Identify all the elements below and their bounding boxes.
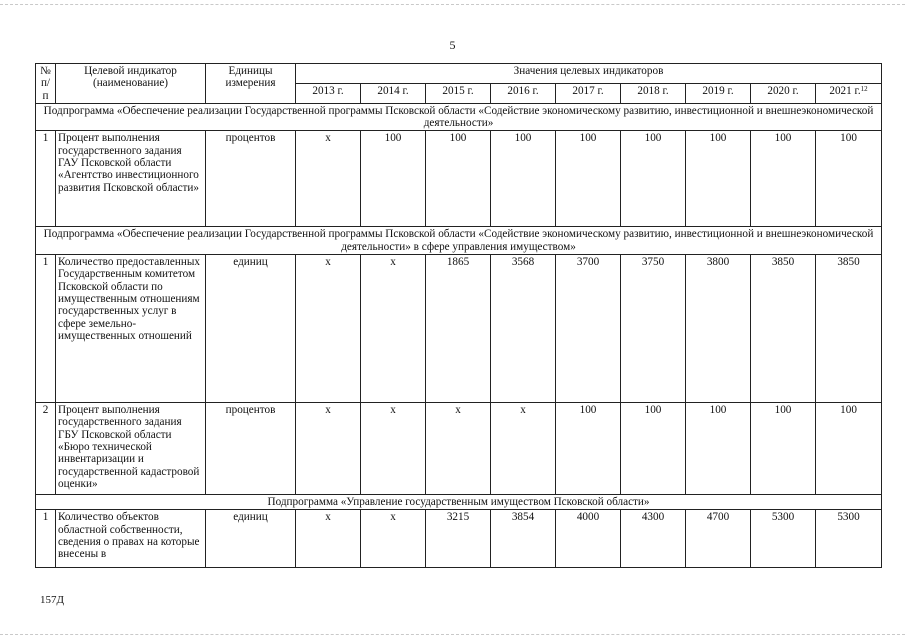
header-year: 2013 г. [296, 83, 361, 103]
indicator-name: Процент выполнения государственного задания ГАУ Псковской области «Агентство инвестиционного развития Псковской области» [56, 131, 206, 227]
indicator-value: 3215 [426, 510, 491, 568]
header-year: 2014 г. [361, 83, 426, 103]
row-number: 1 [36, 255, 56, 403]
indicator-value: 100 [686, 131, 751, 227]
indicator-row [36, 403, 882, 495]
indicator-value: 4000 [556, 510, 621, 568]
indicator-unit: процентов [206, 131, 296, 227]
indicator-value: 3800 [686, 255, 751, 403]
indicator-value: 3568 [491, 255, 556, 403]
subprogram-title-row [36, 103, 882, 131]
indicator-value: 3850 [751, 255, 816, 403]
indicator-value: 100 [426, 131, 491, 227]
indicator-value: 5300 [751, 510, 816, 568]
header-year: 2020 г. [751, 83, 816, 103]
indicator-value: 1865 [426, 255, 491, 403]
indicator-unit: единиц [206, 510, 296, 568]
indicator-value: x [361, 403, 426, 495]
indicator-row [36, 255, 882, 403]
indicator-value: x [426, 403, 491, 495]
indicator-value: 3700 [556, 255, 621, 403]
row-number: 2 [36, 403, 56, 495]
indicator-value: 100 [556, 131, 621, 227]
indicators-table [35, 63, 882, 568]
header-year: 2015 г. [426, 83, 491, 103]
header-indicator: Целевой индикатор (наименование) [56, 64, 206, 104]
indicator-value: 100 [751, 131, 816, 227]
header-year-label: 2021 г. [829, 84, 861, 97]
subprogram-title: Подпрограмма «Управление государственным имуществом Псковской области» [36, 495, 882, 510]
indicator-value: 5300 [816, 510, 882, 568]
subprogram-title: Подпрограмма «Обеспечение реализации Государственной программы Псковской области «Содействие экономическому развитию, инвестиционной и внешнеэкономической деятельности» [36, 103, 882, 131]
indicator-value: 3850 [816, 255, 882, 403]
indicator-value: 100 [816, 403, 882, 495]
indicator-value: 100 [556, 403, 621, 495]
indicator-value: x [296, 510, 361, 568]
indicator-value: 3854 [491, 510, 556, 568]
indicator-name: Процент выполнения государственного задания ГБУ Псковской области «Бюро технической инвентаризации и государственной кадастровой оценки» [56, 403, 206, 495]
indicator-unit: процентов [206, 403, 296, 495]
indicator-value: 100 [751, 403, 816, 495]
header-year: 2018 г. [621, 83, 686, 103]
indicator-value: 100 [491, 131, 556, 227]
scan-edge-bottom [0, 634, 905, 635]
indicator-value: x [491, 403, 556, 495]
row-number: 1 [36, 131, 56, 227]
indicator-row [36, 510, 882, 568]
indicator-value: 4300 [621, 510, 686, 568]
page-number: 5 [449, 38, 456, 52]
row-number: 1 [36, 510, 56, 568]
indicator-value: 3750 [621, 255, 686, 403]
header-year: 2019 г. [686, 83, 751, 103]
header-row-top [36, 64, 882, 84]
header-units: Единицы измерения [206, 64, 296, 104]
header-num: № п/п [36, 64, 56, 104]
indicator-value: x [296, 255, 361, 403]
document-code: 157Д [40, 594, 65, 606]
subprogram-title-row [36, 495, 882, 510]
subprogram-title: Подпрограмма «Обеспечение реализации Государственной программы Псковской области «Содействие экономическому развитию, инвестиционной и внешнеэкономической деятельности» в сфере управления имуществом» [36, 227, 882, 255]
header-year: 2016 г. [491, 83, 556, 103]
header-year: 2017 г. [556, 83, 621, 103]
indicator-value: 100 [361, 131, 426, 227]
indicator-value: x [361, 510, 426, 568]
indicator-name: Количество предоставленных Государственным комитетом Псковской области по имущественным отношениям государственных услуг в сфере земельно-имущественных отношений [56, 255, 206, 403]
indicator-value: 100 [621, 131, 686, 227]
indicator-unit: единиц [206, 255, 296, 403]
indicator-value: x [361, 255, 426, 403]
indicator-value: x [296, 131, 361, 227]
indicator-value: x [296, 403, 361, 495]
header-values-group: Значения целевых индикаторов [296, 64, 882, 84]
indicator-value: 100 [686, 403, 751, 495]
header-year-last [816, 83, 882, 103]
subprogram-title-row [36, 227, 882, 255]
indicator-row [36, 131, 882, 227]
footnote-marker: 12 [860, 84, 868, 93]
indicator-value: 100 [816, 131, 882, 227]
scan-edge-top [0, 4, 905, 5]
indicator-name: Количество объектов областной собственности, сведения о правах на которые внесены в [56, 510, 206, 568]
indicator-value: 4700 [686, 510, 751, 568]
indicator-value: 100 [621, 403, 686, 495]
